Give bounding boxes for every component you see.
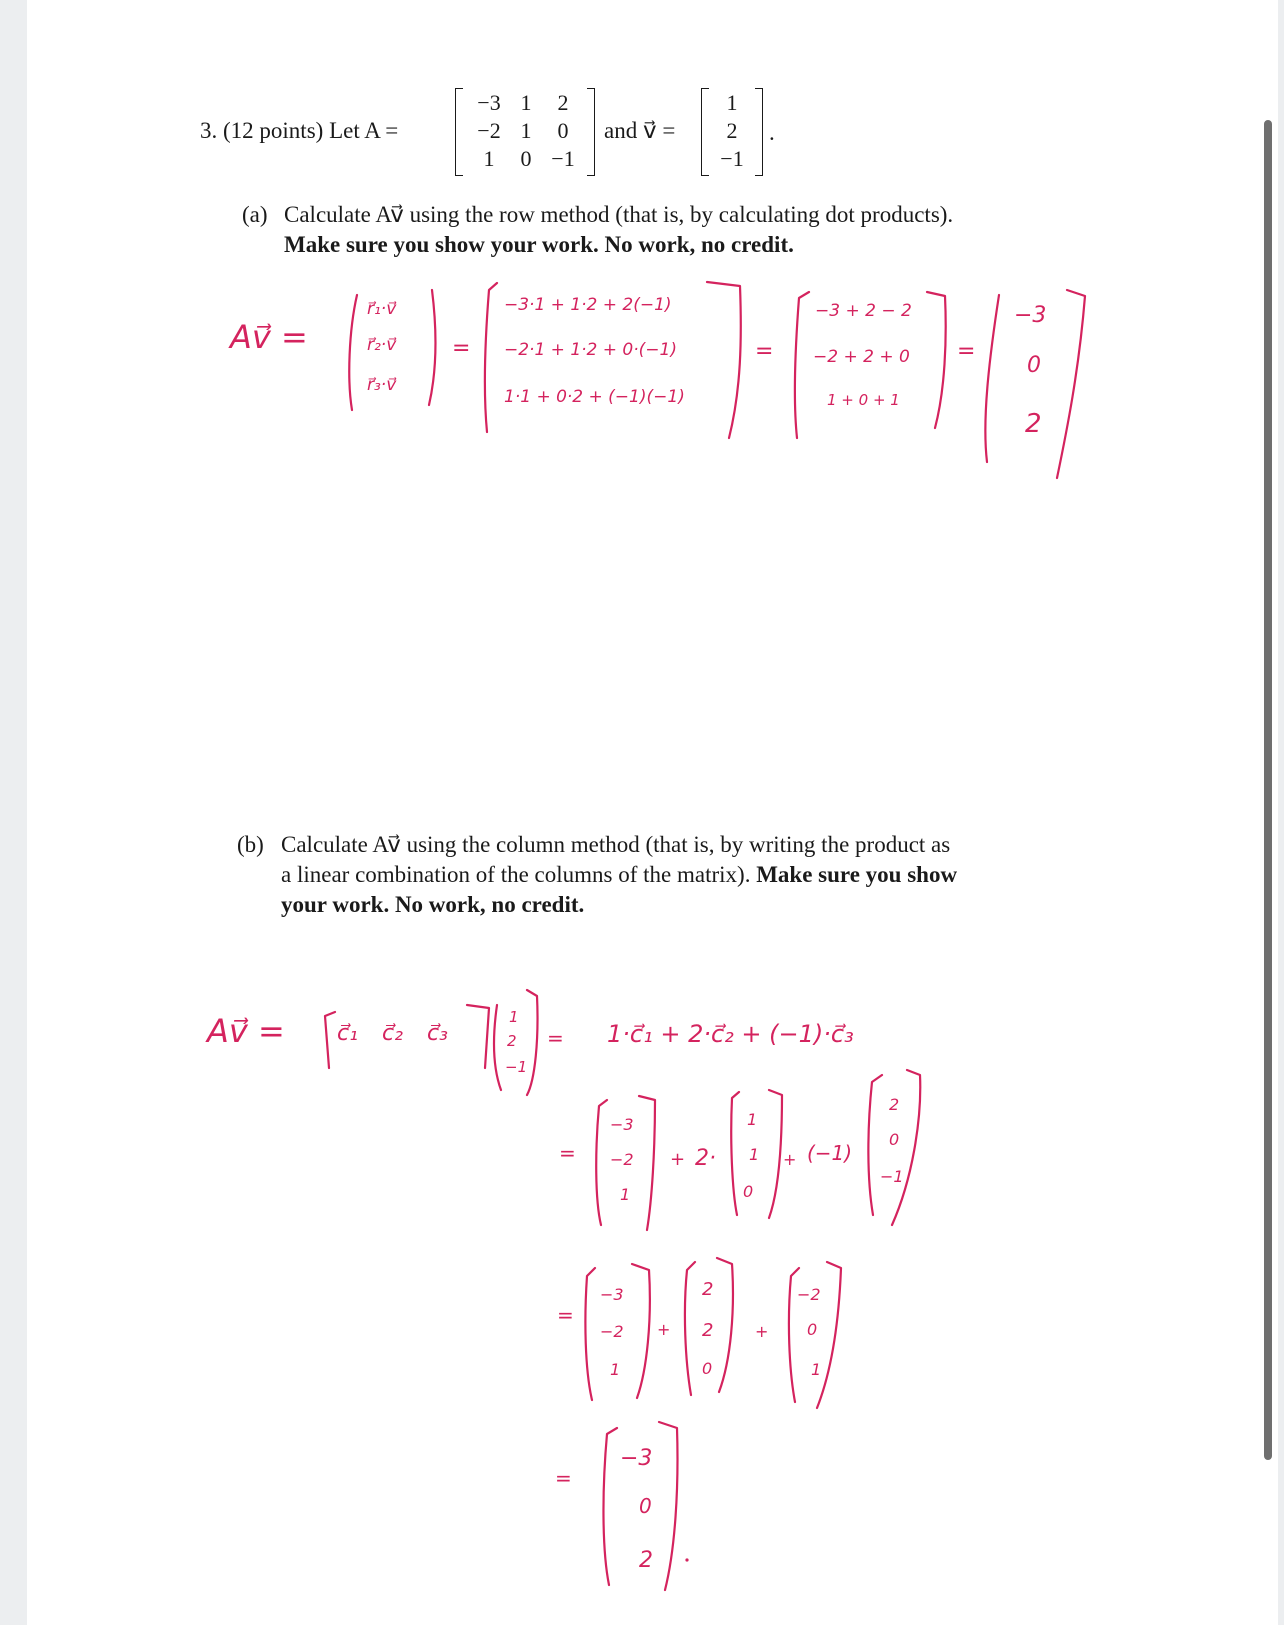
hw-eq: = [452,336,471,361]
problem-points: (12 points) [223,118,324,143]
hw-scalar: (−1) [807,1141,853,1165]
hw-eq: = [957,339,976,364]
hw-scaled-entry: 1 [610,1360,621,1379]
hw-sum-row: 1 + 0 + 1 [827,391,900,409]
hw-bracket [1057,290,1085,478]
hw-v-entry: 2 [507,1032,517,1050]
hw-bracket [707,282,741,438]
hw-column-c: c⃗₂ [382,1021,403,1046]
part-b-label: (b) [237,832,264,857]
vector-cell: 2 [726,118,738,143]
hw-bracket [485,283,497,432]
hw-eq: = [755,339,774,364]
hw-dot-row: r⃗₂·v⃗ [367,335,397,355]
hw-expanded-row: −2·1 + 1·2 + 0·(−1) [504,340,677,360]
hw-dot-row: r⃗₁·v⃗ [367,299,397,319]
hw-scaled-entry: 1 [811,1360,822,1379]
hw-a-lhs: Av⃗ = [230,318,308,356]
hw-period-dot [685,1558,688,1561]
hw-scaled-entry: 2 [702,1279,714,1300]
hw-sum-row: −2 + 2 + 0 [813,347,910,367]
matrix-cell: −1 [551,146,575,171]
hw-bracket [685,1262,695,1395]
hw-bracket [467,1005,489,1068]
hw-scaled-entry: −3 [600,1285,624,1304]
hw-eq: = [557,1303,574,1327]
hw-v-entry: −1 [505,1058,528,1076]
hw-col1-entry: −2 [610,1150,634,1169]
hw-result-b: 0 [639,1494,652,1518]
hw-bracket [632,1264,650,1398]
matrix-cell: −3 [477,90,501,115]
hw-scaled-entry: −2 [797,1285,821,1304]
matrix-cell: 2 [557,90,569,115]
matrix-cell: 1 [483,146,495,171]
hw-bracket [349,295,357,410]
hw-eq: = [555,1466,572,1490]
hw-bracket [659,1422,678,1590]
hw-scalar: 2· [695,1146,716,1171]
hw-plus: + [783,1150,797,1169]
hw-sum-row: −3 + 2 − 2 [815,301,912,321]
hw-bracket [494,1005,501,1090]
hw-result-a: −3 [1014,303,1047,328]
hw-col2-entry: 1 [749,1145,760,1164]
hw-bracket [596,1100,607,1225]
hw-bracket [325,1012,335,1068]
hw-column-c: c⃗₁ [337,1021,358,1046]
hw-linear-combination: 1·c⃗₁ + 2·c⃗₂ + (−1)·c⃗₃ [607,1020,854,1048]
hw-plus: + [755,1322,769,1341]
hw-expanded-row: −3·1 + 1·2 + 2(−1) [504,295,672,315]
part-b-line2: a linear combination of the columns of the matrix). Make sure you show [281,862,958,887]
hw-expanded-row: 1·1 + 0·2 + (−1)(−1) [504,387,685,407]
hw-v-entry: 1 [509,1008,519,1026]
matrix-cell: 0 [520,146,532,171]
hw-eq: = [547,1026,564,1050]
part-b-line2-bold: Make sure you show [756,862,958,887]
hw-b-lhs: Av⃗ = [207,1012,285,1050]
hw-result-b: −3 [620,1446,653,1471]
matrix-cell: 1 [520,90,532,115]
hw-bracket [585,1268,595,1400]
period: . [769,120,775,145]
document-page [27,0,1278,1625]
handwritten-work [27,0,1278,1625]
hw-plus: + [670,1149,686,1170]
matrix-cell: −2 [477,118,501,143]
hw-bracket [731,1092,739,1215]
hw-bracket [868,1075,882,1215]
hw-eq: = [559,1141,576,1165]
matrix-cell: 1 [520,118,532,143]
hw-dot-row: r⃗₃·v⃗ [367,375,397,395]
and-v-text: and v⃗ = [604,118,676,143]
hw-bracket [795,292,809,438]
hw-bracket [527,990,538,1095]
hw-col2-entry: 0 [743,1182,754,1201]
hw-result-a: 0 [1027,353,1041,378]
hw-bracket [603,1428,617,1585]
part-a-line1: Calculate Av⃗ using the row method (that is, by calculating dot products). [284,202,954,227]
problem-intro: Let A = [329,118,399,143]
hw-plus: + [657,1320,671,1339]
hw-scaled-entry: 0 [807,1320,818,1339]
hw-result-a: 2 [1025,409,1042,439]
vector-cell: −1 [720,146,744,171]
part-b-line1: Calculate Av⃗ using the column method (that is, by writing the product as [281,832,951,857]
hw-result-b: 2 [639,1548,653,1573]
hw-scaled-entry: 2 [702,1320,714,1341]
hw-bracket [639,1096,655,1230]
hw-col3-entry: −1 [880,1167,904,1186]
problem-number: 3. (12 points) Let A = [200,118,399,143]
hw-bracket [429,290,435,405]
hw-col1-entry: 1 [620,1185,631,1204]
hw-col3-entry: 2 [889,1095,900,1114]
scrollbar[interactable] [1264,120,1272,1460]
matrix-cell: 0 [557,118,569,143]
hw-col2-entry: 1 [747,1110,758,1129]
hw-scaled-entry: −2 [600,1322,624,1341]
hw-bracket [817,1262,841,1408]
part-a-line2: Make sure you show your work. No work, no credit. [284,232,794,257]
hw-bracket [985,295,999,462]
hw-scaled-entry: 0 [702,1359,713,1378]
hw-bracket [769,1090,782,1218]
hw-bracket [717,1258,733,1392]
part-a-label: (a) [242,202,268,227]
hw-bracket [927,292,946,428]
hw-column-c: c⃗₃ [427,1021,448,1046]
hw-col1-entry: −3 [610,1115,634,1134]
part-b-line3: your work. No work, no credit. [281,892,585,917]
hw-col3-entry: 0 [889,1130,900,1149]
vector-cell: 1 [726,90,738,115]
